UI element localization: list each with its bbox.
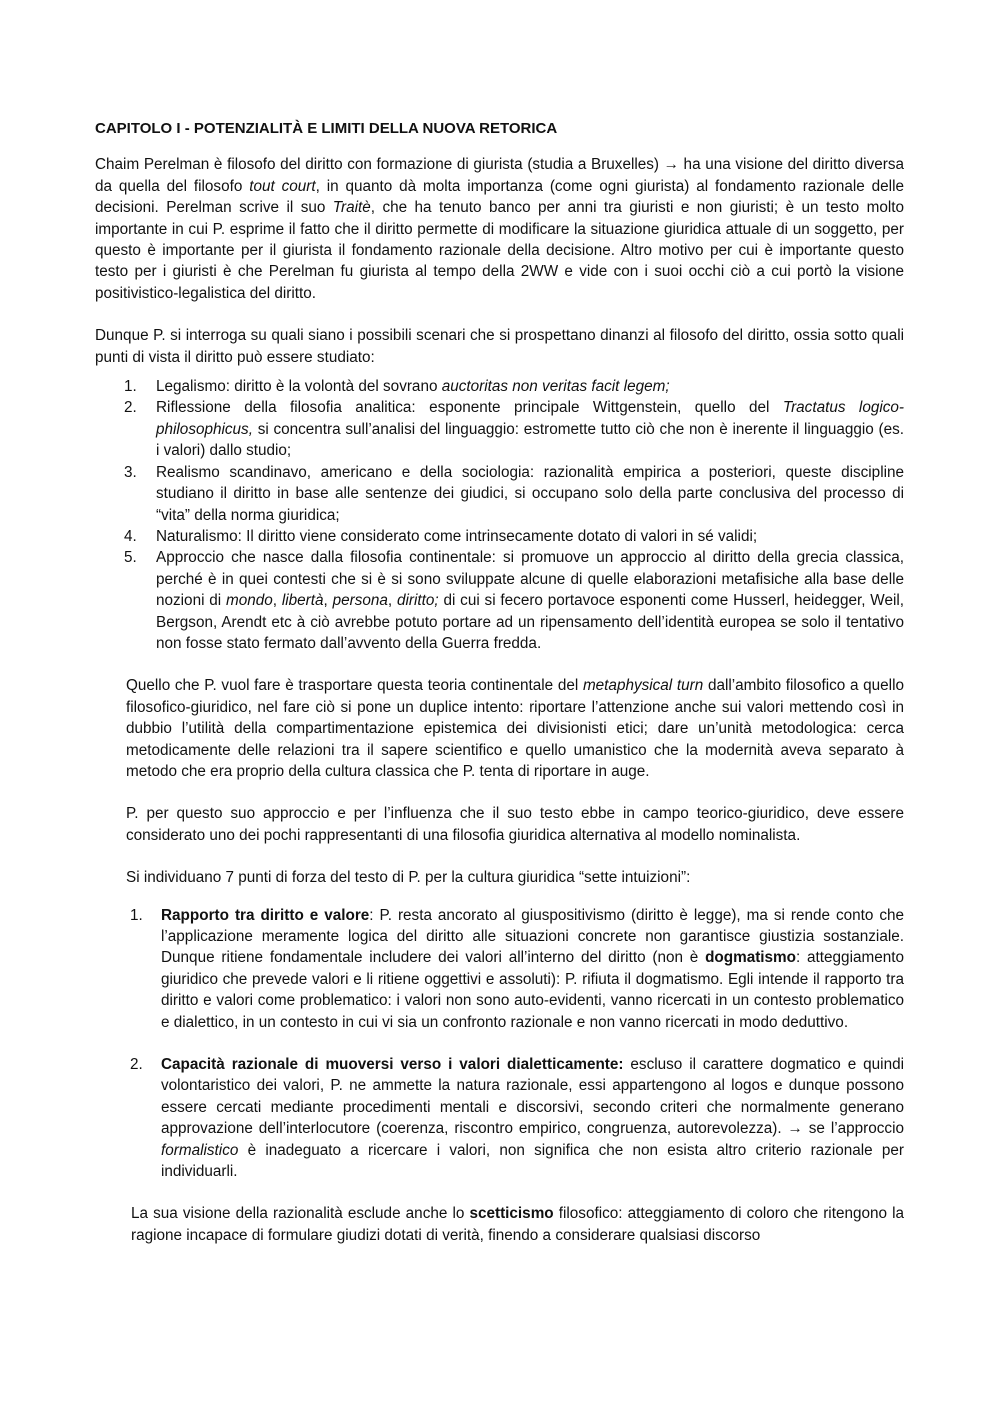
text-run: , — [323, 592, 333, 610]
scenarios-paragraph: Dunque P. si interroga su quali siano i possibili scenari che si prospettano dinanzi al filosofo del diritto, ossia sotto quali punti di vista il diritto può essere studiato: — [95, 327, 904, 366]
intuitions-list — [95, 905, 904, 1183]
intuitions-intro: Si individuano 7 punti di forza del testo di P. per la cultura giuridica “sette intuizioni”: — [126, 869, 691, 887]
list-item — [130, 1054, 904, 1182]
list-number: 1. — [130, 906, 143, 924]
list-number: 5. — [124, 549, 137, 567]
text-run: : P. resta ancorato al giuspositivismo (diritto è legge), ma si rende conto che l’applicazione meramente logica del diritto alle situazioni concrete non garantisce giustizia sostanziale. Dunque ritiene fondamentale includere dei valori all’interno del diritto (non è — [161, 906, 904, 967]
italic-term: formalistico — [161, 1141, 239, 1159]
italic-term: auctoritas non veritas facit legem; — [441, 378, 670, 396]
document-page — [95, 118, 904, 1246]
text-run: di cui si fecero portavoce esponenti come Husserl, heidegger, Weil, Bergson, Arendt etc à ciò avrebbe potuto portare ad un ripensamento dell’identità europea se solo il tentativo non fosse stato fermato dall’avvento della Guerra fredda. — [156, 592, 905, 652]
text-run: escluso il carattere dogmatico e quindi volontaristico dei valori, P. ne ammette la natura razionale, essi appartengono al logos e dunque possono essere cercati mediante procedimenti mentali e discorsivi, secondo criteri che normalmente generano approvazione dell’interlocutore (coerenza, riscontro empirico, congruenza, autorevolezza). → se l’approccio — [161, 1056, 904, 1138]
italic-term: tout court — [249, 177, 316, 195]
text-run: Approccio che nasce dalla filosofia continentale: si promuove un approccio al diritto della grecia classica, perché è in quei contesti che si è si sono sviluppate alcune di quelle elaborazioni metafisiche alla base delle nozioni di — [156, 549, 904, 610]
text-run: si concentra sull’analisi del linguaggio: estromette tutto ciò che non è inerente il linguaggio (es. i valori) dallo studio; — [156, 420, 904, 460]
text-run: dall’ambito filosofico a quello filosofico-giuridico, nel fare ciò si pone un duplice intento: riportare l’attenzione anche sui valori mettendo così in dubbio l’utilità della compartimentazione epistemica dei divisionisti etici; dare un’unità metodologica: cerca metodicamente delle relazioni tra il sapere scientifico e quello umanistico che la modernità aveva separato à metodo che era proprio della cultura classica che P. tenta di riportare in auge. — [126, 677, 904, 780]
intro-paragraph — [95, 154, 904, 304]
text-run: Quello che P. vuol fare è trasportare questa teoria continentale del — [126, 677, 583, 695]
bold-heading: Capacità razionale di muoversi verso i valori dialetticamente: — [161, 1056, 624, 1074]
list-item — [124, 462, 904, 526]
text-run: : atteggiamento giuridico che prevede valori e li ritiene oggettivi e assoluti): P. rifiuta il dogmatismo. Egli intende il rapporto tra diritto e valori come problematico: i valori non sono auto-evidenti, vanno ricercati in un contesto problematico e dialettico, in un contesto in cui vi sia un confronto razionale e non vanno ricercati in modo deduttivo. — [161, 949, 904, 1031]
list-number: 4. — [124, 527, 137, 545]
bold-term: dogmatismo — [705, 949, 796, 967]
metaphysical-turn-paragraph — [126, 675, 904, 782]
italic-term: mondo — [226, 592, 273, 610]
text-run: Realismo scandinavo, americano e della sociologia: razionalità empirica a posteriori, queste discipline studiano il diritto in base alle sentenze dei giudici, si occupano solo della parte conclusiva del processo di “vita” della norma giuridica; — [156, 463, 904, 524]
text-run: Riflessione della filosofia analitica: esponente principale Wittgenstein, quello del — [156, 399, 783, 417]
text-run: Naturalismo: Il diritto viene considerato come intrinsecamente dotato di valori in sé validi; — [156, 527, 758, 545]
text-run: , che ha tenuto banco per anni tra giuristi e non giuristi; è un testo molto importante in cui P. esprime il fatto che il diritto permette di modificare la situazione giuridica attuale di un soggetto, per questo è importante per il giurista il fondamento razionale della decisione. Altro motivo per cui è importante questo testo per i giuristi è che Perelman fu giurista al tempo della 2WW e vide con i suoi occhi ciò a cui portò la visione positivistico-legalistica del diritto. — [95, 199, 904, 302]
text-run: è inadeguato a ricercare i valori, non significa che non esista altro criterio razionale per individuarli. — [161, 1141, 904, 1181]
bold-heading: Rapporto tra diritto e valore — [161, 906, 370, 924]
list-item — [124, 547, 905, 654]
list-item — [124, 376, 904, 397]
italic-term: metaphysical turn — [582, 677, 704, 695]
text-run: , — [272, 592, 282, 610]
scepticism-paragraph — [131, 1203, 904, 1246]
list-item — [124, 397, 904, 461]
text-run: , — [387, 592, 397, 610]
italic-term: diritto; — [396, 592, 439, 610]
list-number: 2. — [124, 399, 137, 417]
italic-term: Traitè — [332, 199, 371, 217]
list-number: 1. — [124, 378, 137, 396]
list-number: 2. — [130, 1056, 143, 1074]
influence-paragraph: P. per questo suo approccio e per l’influenza che il suo testo ebbe in campo teorico-giuridico, deve essere considerato uno dei pochi rappresentanti di una filosofia giuridica alternativa al modello nominalista. — [126, 805, 904, 844]
chapter-title: CAPITOLO I - POTENZIALITÀ E LIMITI DELLA NUOVA RETORICA — [95, 120, 558, 137]
list-number: 3. — [124, 463, 137, 481]
italic-term: persona — [332, 592, 388, 610]
text-run: filosofico: atteggiamento di coloro che ritengono la ragione incapace di formulare giudizi dotati di verità, finendo a considerare qualsiasi discorso — [131, 1205, 904, 1244]
text-run: La sua visione della razionalità esclude anche lo — [131, 1205, 470, 1223]
scenarios-list — [95, 376, 904, 654]
text-run: , in quanto dà molta importanza (come ogni giurista) al fondamento razionale delle decisioni. Perelman scrive il suo — [95, 177, 904, 217]
text-run: Chaim Perelman è filosofo del diritto con formazione di giurista (studia a Bruxelles) → ha una visione del diritto diversa da quella del filosofo — [95, 156, 904, 195]
bold-term: scetticismo — [469, 1205, 554, 1223]
italic-term: libertà — [281, 592, 324, 610]
list-item — [124, 526, 904, 547]
text-run: Legalismo: diritto è la volontà del sovrano — [156, 378, 442, 396]
list-item — [130, 905, 904, 1033]
italic-term: Tractatus logico-philosophicus, — [156, 399, 904, 438]
